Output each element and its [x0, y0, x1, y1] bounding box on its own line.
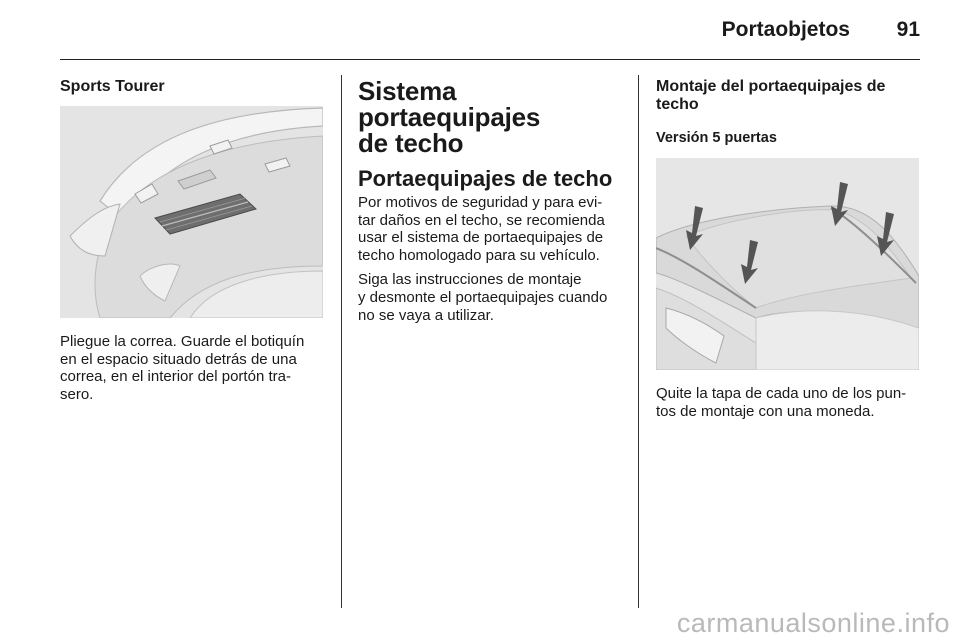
paragraph-line: Siga las instrucciones de montaje [358, 271, 582, 289]
subsection-heading: Portaequipajes de techo [358, 166, 613, 191]
paragraph-2 [358, 271, 628, 324]
paragraph-line: techo homologado para su vehículo. [358, 246, 600, 264]
middle-column [358, 78, 628, 324]
paragraph-line: sero. [60, 385, 94, 403]
sports-tourer-heading: Sports Tourer [60, 78, 165, 95]
column-divider-left [341, 75, 342, 608]
section-heading-line: de techo [358, 128, 464, 158]
tailgate-figure [60, 106, 323, 318]
paragraph-line: no se vaya a utilizar. [358, 306, 494, 324]
mounting-heading-line: Montaje del portaequipajes de [656, 78, 886, 95]
paragraph-line: Por motivos de seguridad y para evi- [358, 194, 603, 211]
roof-rack-figure [656, 158, 919, 370]
paragraph-line: Quite la tapa de cada uno de los pun- [656, 385, 907, 402]
paragraph-line: usar el sistema de portaequipajes de [358, 229, 604, 247]
header-divider [60, 59, 920, 60]
paragraph-line: tar daños en el techo, se recomienda [358, 211, 605, 229]
page-number: 91 [896, 18, 920, 41]
column-divider-right [638, 75, 639, 608]
section-heading-line: Sistema portaequipajes [358, 76, 541, 132]
watermark: carmanualsonline.info [676, 608, 950, 638]
paragraph-line: tos de montaje con una moneda. [656, 402, 875, 420]
mounting-heading-line: techo [656, 96, 699, 113]
version-subheading: Versión 5 puertas [656, 130, 777, 146]
paragraph-line: y desmonte el portaequipajes cuando [358, 288, 608, 306]
right-column [656, 78, 926, 147]
section-title: Portaobjetos [721, 18, 850, 41]
right-paragraph [656, 385, 926, 420]
paragraph-1 [358, 194, 628, 264]
paragraph-line: Pliegue la correa. Guarde el botiquín [60, 333, 305, 350]
car-roof-mounting-points-illustration [656, 158, 919, 370]
paragraph-line: correa, en el interior del portón tra- [60, 368, 291, 386]
left-column [60, 78, 330, 96]
tailgate-interior-illustration [60, 106, 323, 318]
paragraph-line: en el espacio situado detrás de una [60, 350, 297, 368]
left-paragraph [60, 333, 330, 403]
